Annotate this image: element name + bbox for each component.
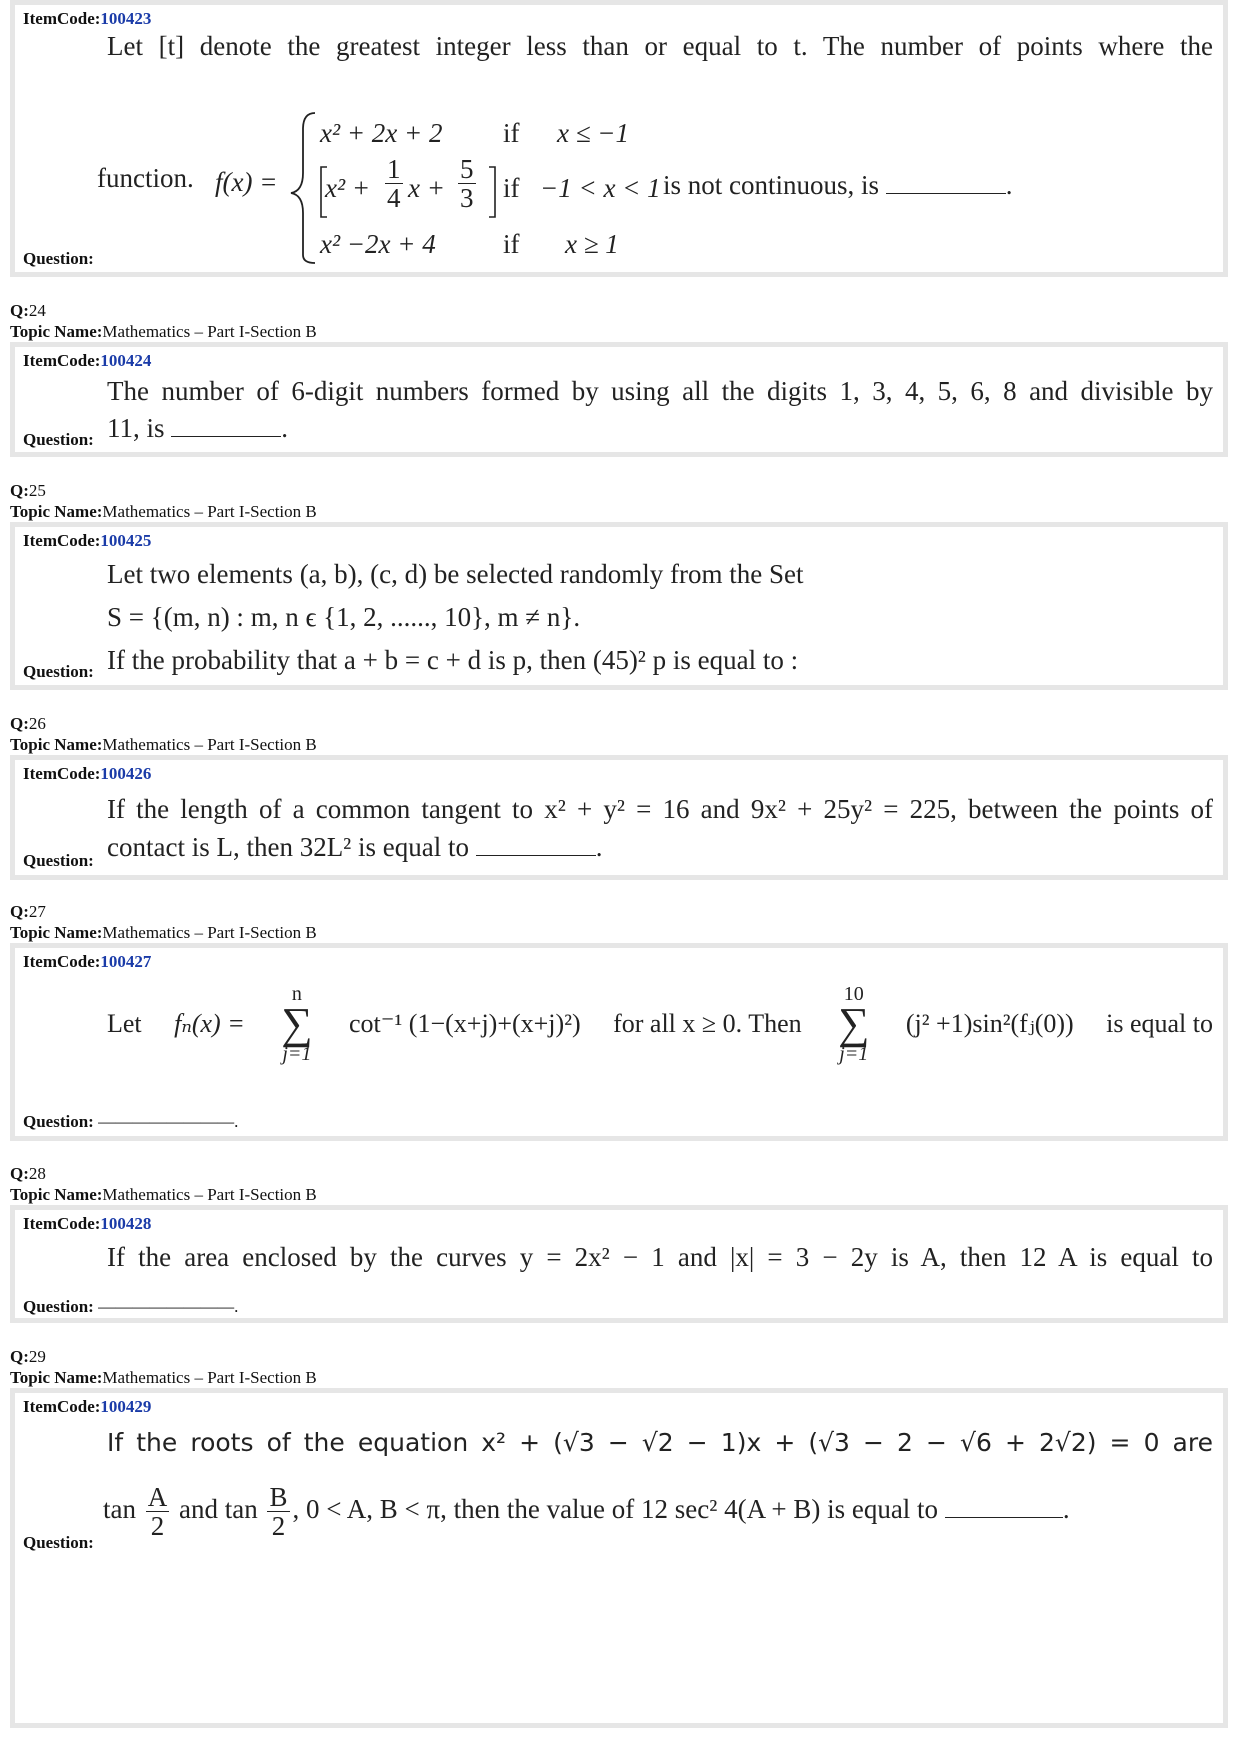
question-number: Q:28 [10, 1164, 46, 1183]
question-text: Let [t] denote the greatest integer less than or equal to t. The number of points where the [107, 31, 1213, 61]
question-text: Let two elements (a, b), (c, d) be selected randomly from the Set S = {(m, n) : m, n ϵ {1, 2, ......, 10}, m ≠ n}. If the probability that a + b = c + d is p, then (45)² p is equal to : [107, 559, 804, 675]
question-label: Question: [23, 662, 94, 681]
item-code: ItemCode:100427 [23, 952, 152, 971]
summation: n ∑ j=1 [281, 983, 313, 1065]
question-label: Question: [23, 430, 94, 449]
item-code: ItemCode:100428 [23, 1214, 152, 1233]
question-card-100427 [10, 943, 1228, 1141]
question-number: Q:26 [10, 714, 46, 733]
topic-name: Topic Name:Mathematics – Part I-Section B [10, 1368, 317, 1387]
question-label: Question: [23, 1533, 94, 1552]
question-card-100423 [10, 0, 1228, 277]
question-text: Let fₙ(x) = n ∑ j=1 cot⁻¹ (1−(x+j)+(x+j)²) for all x ≥ 0. Then 10 ∑ j=1 (j² +1)sin²(fⱼ(0)) is equal to [107, 983, 1213, 1065]
item-code: ItemCode:100429 [23, 1397, 152, 1416]
topic-name: Topic Name:Mathematics – Part I-Section B [10, 322, 317, 341]
question-card-100426 [10, 755, 1228, 880]
item-code: ItemCode:100423 [23, 9, 152, 28]
question-number: Q:24 [10, 301, 46, 320]
summation: 10 ∑ j=1 [838, 983, 870, 1065]
question-label: Question: [23, 249, 94, 268]
item-code: ItemCode:100425 [23, 531, 152, 550]
topic-name: Topic Name:Mathematics – Part I-Section B [10, 1185, 317, 1204]
question-card-100424 [10, 342, 1228, 457]
question-number: Q:27 [10, 902, 46, 921]
item-code: ItemCode:100426 [23, 764, 152, 783]
piecewise-function: function. f(x) = x² + 2x + 2 if x ≤ −1 x² + $\frac{1}{4}$ x + $\frac{5}{3}$ if −1 < x < 1 is not continuous, is . x² −2x + 4 if x ≥ 1 [15, 5, 1223, 275]
question-text: If the length of a common tangent to x² + y² = 16 and 9x² + 25y² = 225, between the points of contact is L, then 32L² is equal to . [107, 794, 1213, 862]
question-text: If the roots of the equation x² + (√3 − √2 − 1)x + (√3 − 2 − √6 + 2√2) = 0 are [107, 1428, 1213, 1457]
item-code: ItemCode:100424 [23, 351, 152, 370]
question-label: Question: ————————. [23, 1297, 239, 1316]
topic-name: Topic Name:Mathematics – Part I-Section B [10, 735, 317, 754]
question-label: Question: ————————. [23, 1112, 239, 1131]
question-card-100429 [10, 1388, 1228, 1728]
topic-name: Topic Name:Mathematics – Part I-Section B [10, 923, 317, 942]
question-number: Q:29 [10, 1347, 46, 1366]
question-text: The number of 6-digit numbers formed by using all the digits 1, 3, 4, 5, 6, 8 and divisible by 11, is . [107, 376, 1213, 443]
question-card-100425 [10, 522, 1228, 690]
topic-name: Topic Name:Mathematics – Part I-Section B [10, 502, 317, 521]
question-number: Q:25 [10, 481, 46, 500]
question-label: Question: [23, 851, 94, 870]
question-card-100428 [10, 1205, 1228, 1323]
question-text-line2: tan $\frac{A}{2}$ and tan $\frac{B}{2}$ , 0 < A, B < π, then the value of 12 sec² 4(A + B) is equal to . [103, 1482, 1070, 1542]
question-text: If the area enclosed by the curves y = 2x² − 1 and |x| = 3 − 2y is A, then 12 A is equal to [107, 1242, 1213, 1272]
